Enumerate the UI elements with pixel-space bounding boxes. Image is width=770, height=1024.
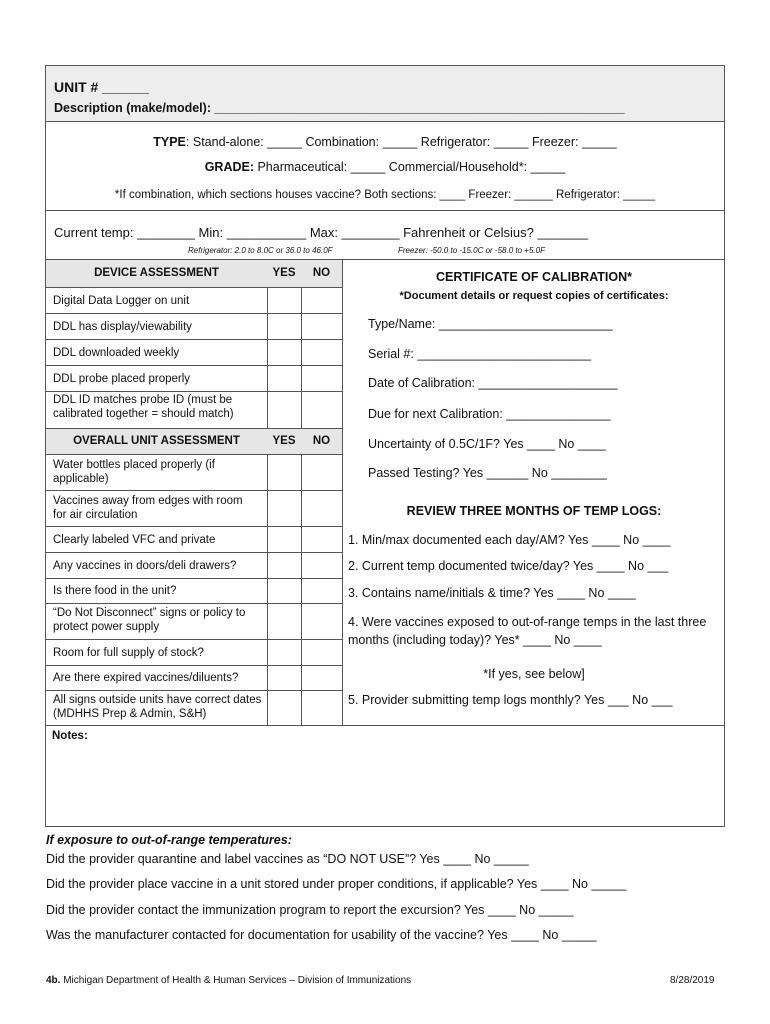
type-line	[45, 135, 725, 150]
description-field: Description (make/model): ___________________________________________________________	[54, 101, 625, 115]
no-checkbox-cell[interactable]	[302, 455, 342, 490]
yes-checkbox-cell[interactable]	[268, 640, 301, 665]
certificate-field: Date of Calibration: ____________________	[368, 376, 618, 390]
certificate-field: Due for next Calibration: _______________	[368, 407, 611, 421]
temp-log-item: 3. Contains name/initials & time? Yes ____ No ____	[348, 586, 636, 600]
no-checkbox-cell[interactable]	[302, 314, 342, 339]
yes-checkbox-cell[interactable]	[268, 455, 301, 490]
divider	[45, 428, 342, 429]
overall-item: Is there food in the unit?	[53, 585, 177, 597]
divider	[45, 210, 725, 211]
grade-label: GRADE:	[204, 160, 254, 174]
no-checkbox-cell[interactable]	[302, 392, 342, 428]
no-checkbox-cell[interactable]	[302, 691, 342, 725]
no-checkbox-cell[interactable]	[302, 666, 342, 690]
no-checkbox-cell[interactable]	[302, 340, 342, 365]
yes-checkbox-cell[interactable]	[268, 604, 301, 639]
temperature-line: Current temp: ________ Min: ___________ Max: ________ Fahrenheit or Celsius? _______	[54, 225, 589, 240]
device-item: DDL has display/viewability	[53, 321, 192, 333]
overall-yes-heading: YES	[272, 435, 296, 447]
no-checkbox-cell[interactable]	[302, 640, 342, 665]
device-item: DDL probe placed properly	[53, 373, 191, 385]
overall-item: Room for full supply of stock?	[53, 647, 204, 659]
type-label: TYPE	[153, 135, 186, 149]
yes-checkbox-cell[interactable]	[268, 314, 301, 339]
temp-log-item: 4. Were vaccines exposed to out-of-range temps in the last three months (including today)? Yes* ____ No ____	[348, 615, 707, 647]
exposure-question: Did the provider quarantine and label vaccines as “DO NOT USE”? Yes ____ No _____	[46, 852, 529, 866]
device-yes-heading: YES	[272, 267, 296, 279]
no-checkbox-cell[interactable]	[302, 366, 342, 391]
divider	[342, 259, 343, 725]
temp-logs-heading: REVIEW THREE MONTHS OF TEMP LOGS:	[406, 504, 662, 518]
yes-checkbox-cell[interactable]	[268, 579, 301, 603]
unit-number: UNIT # ______	[54, 79, 149, 95]
certificate-field: Passed Testing? Yes ______ No ________	[368, 466, 607, 480]
footer-org: Michigan Department of Health & Human Services – Division of Immunizations	[60, 975, 412, 986]
certificate-field: Uncertainty of 0.5C/1F? Yes ____ No ____	[368, 437, 606, 451]
yes-checkbox-cell[interactable]	[268, 392, 301, 428]
device-assessment-heading: DEVICE ASSESSMENT	[94, 267, 219, 279]
overall-item: Clearly labeled VFC and private	[53, 534, 216, 546]
form-code: 4b.	[46, 975, 61, 986]
certificate-heading: CERTIFICATE OF CALIBRATION*	[435, 270, 633, 284]
temp-log-item: 2. Current temp documented twice/day? Yes ____ No ___	[348, 559, 669, 573]
notes-label: Notes:	[52, 730, 88, 742]
overall-item: “Do Not Disconnect” signs or policy to protect power supply	[53, 607, 246, 633]
no-checkbox-cell[interactable]	[302, 491, 342, 526]
grade-options: Pharmaceutical: _____ Commercial/Household*: _____	[254, 160, 566, 174]
no-checkbox-cell[interactable]	[302, 288, 342, 313]
overall-no-heading: NO	[312, 435, 331, 447]
exposure-question: Did the provider place vaccine in a unit stored under proper conditions, if applicable? Yes ____ No _____	[46, 877, 627, 891]
overall-item: Are there expired vaccines/diluents?	[53, 672, 239, 684]
temp-log-item: 5. Provider submitting temp logs monthly? Yes ___ No ___	[348, 693, 673, 707]
footer-date: 8/28/2019	[670, 975, 715, 986]
exposure-question: Was the manufacturer contacted for documentation for usability of the vaccine? Yes ____ No _____	[46, 928, 597, 942]
yes-checkbox-cell[interactable]	[268, 553, 301, 578]
notes-area[interactable]	[46, 745, 724, 825]
yes-checkbox-cell[interactable]	[268, 491, 301, 526]
overall-item: Water bottles placed properly (if applicable)	[53, 459, 215, 485]
divider	[45, 725, 725, 726]
device-item: DDL downloaded weekly	[53, 347, 180, 359]
exposure-question: Did the provider contact the immunization program to report the excursion? Yes ____ No _____	[46, 903, 574, 917]
no-checkbox-cell[interactable]	[302, 604, 342, 639]
device-no-heading: NO	[312, 267, 331, 279]
overall-assessment-heading: OVERALL UNIT ASSESSMENT	[73, 435, 240, 447]
no-checkbox-cell[interactable]	[302, 527, 342, 552]
temp-log-note: *If yes, see below]	[483, 667, 585, 681]
freezer-range: Freezer: -50.0 to -15.0C or -58.0 to +5.0F	[398, 246, 545, 255]
grade-line	[45, 160, 725, 175]
no-checkbox-cell[interactable]	[302, 553, 342, 578]
certificate-field: Serial #: _________________________	[368, 347, 592, 361]
yes-checkbox-cell[interactable]	[268, 666, 301, 690]
refrigerator-range: Refrigerator: 2.0 to 8.0C or 36.0 to 46.0F	[188, 246, 333, 255]
yes-checkbox-cell[interactable]	[268, 340, 301, 365]
exposure-heading: If exposure to out-of-range temperatures:	[46, 833, 292, 847]
yes-checkbox-cell[interactable]	[268, 366, 301, 391]
device-item: DDL ID matches probe ID (must be calibrated together = should match)	[53, 394, 234, 420]
yes-checkbox-cell[interactable]	[268, 288, 301, 313]
combination-note: *If combination, which sections houses vaccine? Both sections: ____ Freezer: ______ Refrigerator: _____	[114, 189, 656, 201]
divider	[45, 121, 725, 122]
overall-item: All signs outside units have correct dates (MDHHS Prep & Admin, S&H)	[53, 694, 262, 720]
type-options: : Stand-alone: _____ Combination: _____ Refrigerator: _____ Freezer: _____	[185, 135, 617, 149]
certificate-field: Type/Name: _________________________	[368, 317, 613, 331]
no-checkbox-cell[interactable]	[302, 579, 342, 603]
certificate-subtitle: *Document details or request copies of certificates:	[399, 290, 669, 302]
device-item: Digital Data Logger on unit	[53, 295, 190, 307]
yes-checkbox-cell[interactable]	[268, 691, 301, 725]
temp-log-item: 1. Min/max documented each day/AM? Yes ____ No ____	[348, 533, 671, 547]
footer-org-line	[46, 975, 411, 987]
yes-checkbox-cell[interactable]	[268, 527, 301, 552]
overall-item: Any vaccines in doors/deli drawers?	[53, 560, 237, 572]
overall-item: Vaccines away from edges with room for air circulation	[53, 495, 243, 521]
